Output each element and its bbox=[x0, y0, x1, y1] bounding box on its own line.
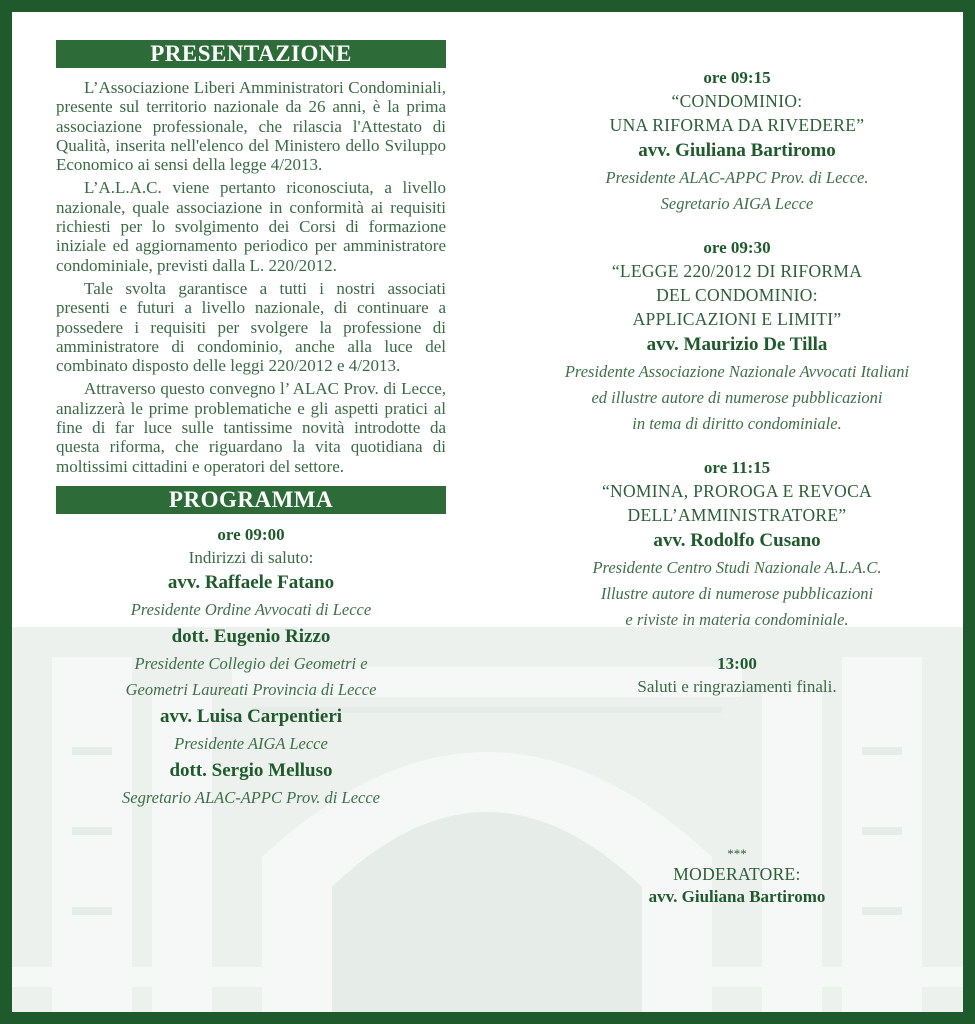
talk-speaker: avv. Rodolfo Cusano bbox=[653, 530, 821, 551]
speaker-name: avv. Luisa Carpentieri bbox=[159, 705, 343, 727]
moderator-name: avv. Giuliana Bartiromo bbox=[648, 887, 826, 906]
talk-title: DELL’AMMINISTRATORE” bbox=[627, 505, 847, 525]
speaker-role: Geometri Laureati Provincia di Lecce bbox=[125, 679, 377, 699]
speaker-role: Segretario ALAC-APPC Prov. di Lecce bbox=[122, 787, 380, 807]
talk-title: “CONDOMINIO: bbox=[671, 91, 803, 111]
intro-paragraph: L’A.L.A.C. viene pertanto riconosciuta, a livello nazionale, quale associazione in conformità ai requisiti richiesti per lo svolgimento dei Corsi di formazione iniziale ed aggiornamento periodico per amministratore condominiale, previsti dalla L. 220/2012. bbox=[56, 178, 446, 275]
talk-role: Segretario AIGA Lecce bbox=[660, 194, 814, 213]
talk-time: ore 11:15 bbox=[703, 458, 771, 477]
talk-speaker: avv. Giuliana Bartiromo bbox=[638, 140, 836, 161]
session-time: ore 09:00 bbox=[217, 524, 285, 544]
talk-title: DEL CONDOMINIO: bbox=[656, 285, 818, 305]
talk-role: in tema di diritto condominiale. bbox=[632, 414, 842, 433]
intro-paragraph: Attraverso questo convegno l’ ALAC Prov. di Lecce, analizzerà le prime problematiche e gli aspetti pratici al fine di far luce sulle tantissime novità introdotte da questa riforma, che riguardano la vita quotidiana di moltissimi cittadini e operatori del settore. bbox=[56, 379, 446, 476]
talk-title: APPLICAZIONI E LIMITI” bbox=[632, 309, 842, 329]
talk-title: “LEGGE 220/2012 DI RIFORMA bbox=[611, 261, 863, 281]
speaker-name: dott. Eugenio Rizzo bbox=[171, 625, 331, 647]
talk-block bbox=[512, 237, 962, 437]
talk-time: ore 09:30 bbox=[703, 238, 771, 257]
closing-time: 13:00 bbox=[717, 654, 757, 673]
session-label: Indirizzi di saluto: bbox=[188, 547, 314, 567]
opening-session bbox=[56, 524, 446, 811]
talk-block bbox=[512, 67, 962, 217]
moderator-label: MODERATORE: bbox=[673, 864, 801, 884]
closing-text: Saluti e ringraziamenti finali. bbox=[637, 677, 837, 696]
speaker-role: Presidente Collegio dei Geometri e bbox=[134, 653, 368, 673]
talk-block bbox=[512, 457, 962, 633]
talk-role: Presidente ALAC-APPC Prov. di Lecce. bbox=[605, 168, 869, 187]
speaker-name: avv. Raffaele Fatano bbox=[167, 571, 335, 593]
left-column bbox=[56, 40, 446, 811]
talk-title: UNA RIFORMA DA RIVEDERE” bbox=[609, 115, 865, 135]
intro-paragraph: Tale svolta garantisce a tutti i nostri associati presenti e futuri a livello nazionale, di continuare a possedere i requisiti per svolgere la professione di amministratore di condominio, anche alla luce del combinato disposto delle leggi 220/2012 e 4/2013. bbox=[56, 278, 446, 376]
talk-speaker: avv. Maurizio De Tilla bbox=[646, 334, 828, 355]
presentazione-text bbox=[56, 78, 446, 476]
right-column bbox=[512, 67, 962, 908]
talk-time: ore 09:15 bbox=[703, 68, 771, 87]
speaker-name: dott. Sergio Melluso bbox=[169, 759, 333, 781]
talk-role: Presidente Centro Studi Nazionale A.L.A.C. bbox=[592, 558, 882, 577]
talk-title: “NOMINA, PROROGA E REVOCA bbox=[601, 481, 872, 501]
intro-paragraph: L’Associazione Liberi Amministratori Condominiali, presente sul territorio nazionale da 26 anni, è la prima associazione professionale, che rilascia l'Attestato di Qualità, inserita nell'elenco del Ministero dello Sviluppo Economico ai sensi della legge 4/2013. bbox=[56, 78, 446, 175]
talk-role: Illustre autore di numerose pubblicazioni bbox=[600, 584, 874, 603]
speaker-role: Presidente Ordine Avvocati di Lecce bbox=[130, 599, 372, 619]
talk-role: e riviste in materia condominiale. bbox=[625, 610, 849, 629]
closing-block bbox=[512, 653, 962, 698]
speaker-role: Presidente AIGA Lecce bbox=[174, 733, 328, 753]
presentazione-heading: PRESENTAZIONE bbox=[56, 40, 446, 68]
talk-role: ed illustre autore di numerose pubblicazioni bbox=[591, 388, 883, 407]
talk-role: Presidente Associazione Nazionale Avvocati Italiani bbox=[564, 362, 910, 381]
separator: *** bbox=[727, 846, 747, 861]
programma-heading: PROGRAMMA bbox=[56, 486, 446, 514]
